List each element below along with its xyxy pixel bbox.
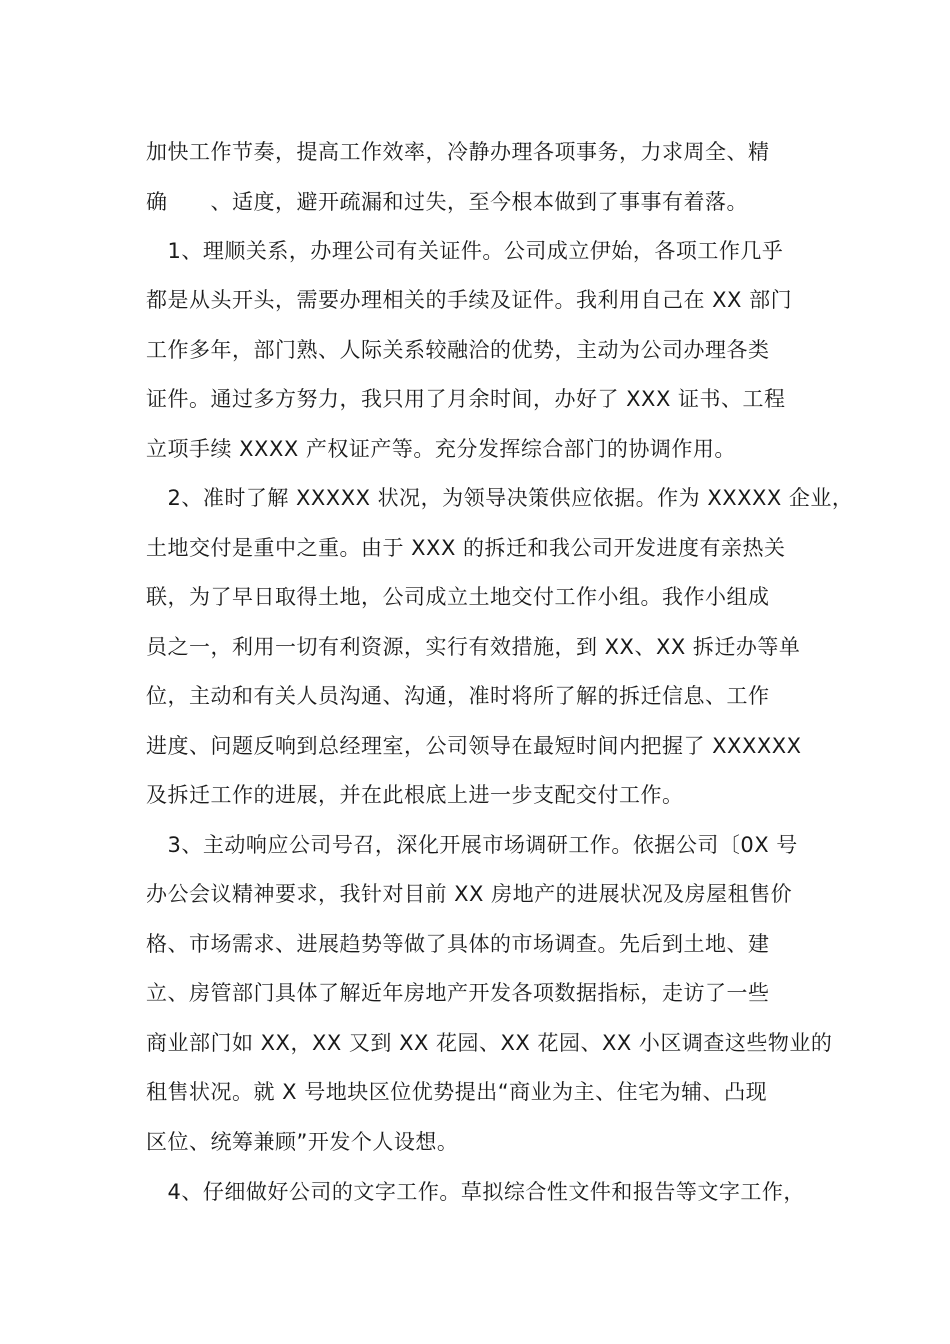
text-line: 及拆迁工作的进展，并在此根底上进一步支配交付工作。 [146,783,684,807]
text-line: 租售状况。就 X 号地块区位优势提出“商业为主、住宅为辅、凸现 [146,1080,768,1104]
text-line: 加快工作节奏，提高工作效率，冷静办理各项事务，力求周全、精 [146,140,770,164]
text-line: 办公会议精神要求，我针对目前 XX 房地产的进展状况及房屋租售价 [146,882,793,906]
text-line: 区位、统筹兼顾”开发个人设想。 [146,1130,459,1154]
paragraph-1-first-line: 1、理顺关系，办理公司有关证件。公司成立伊始，各项工作几乎 [146,239,784,263]
paragraph-2-first-line: 2、准时了解 XXXXX 状况，为领导决策供应依据。作为 XXXXX 企业， [146,486,854,510]
text-line: 立、房管部门具体了解近年房地产开发各项数据指标，走访了一些 [146,981,770,1005]
text-line: 立项手续 XXXX 产权证产等。充分发挥综合部门的协调作用。 [146,437,736,461]
text-line: 证件。通过多方努力，我只用了月余时间，办好了 XXX 证书、工程 [146,387,786,411]
paragraph-3-first-line: 3、主动响应公司号召，深化开展市场调研工作。依据公司〔0X 号 [146,833,798,857]
text-line: 联，为了早日取得土地，公司成立土地交付工作小组。我作小组成 [146,585,770,609]
text-line: 格、市场需求、进展趋势等做了具体的市场调查。先后到土地、建 [146,932,770,956]
text-line: 都是从头开头，需要办理相关的手续及证件。我利用自己在 XX 部门 [146,288,793,312]
text-line: 确 、适度，避开疏漏和过失，至今根本做到了事事有着落。 [146,190,748,214]
text-line: 位，主动和有关人员沟通、沟通，准时将所了解的拆迁信息、工作 [146,684,770,708]
text-line: 员之一，利用一切有利资源，实行有效措施，到 XX、XX 拆迁办等单 [146,635,801,659]
paragraph-4-first-line: 4、仔细做好公司的文字工作。草拟综合性文件和报告等文字工作， [146,1180,805,1204]
text-line: 工作多年，部门熟、人际关系较融洽的优势，主动为公司办理各类 [146,338,770,362]
text-line: 商业部门如 XX，XX 又到 XX 花园、XX 花园、XX 小区调查这些物业的 [146,1031,833,1055]
text-line: 进度、问题反响到总经理室，公司领导在最短时间内把握了 XXXXXX [146,734,802,758]
text-line: 土地交付是重中之重。由于 XXX 的拆迁和我公司开发进度有亲热关 [146,536,786,560]
